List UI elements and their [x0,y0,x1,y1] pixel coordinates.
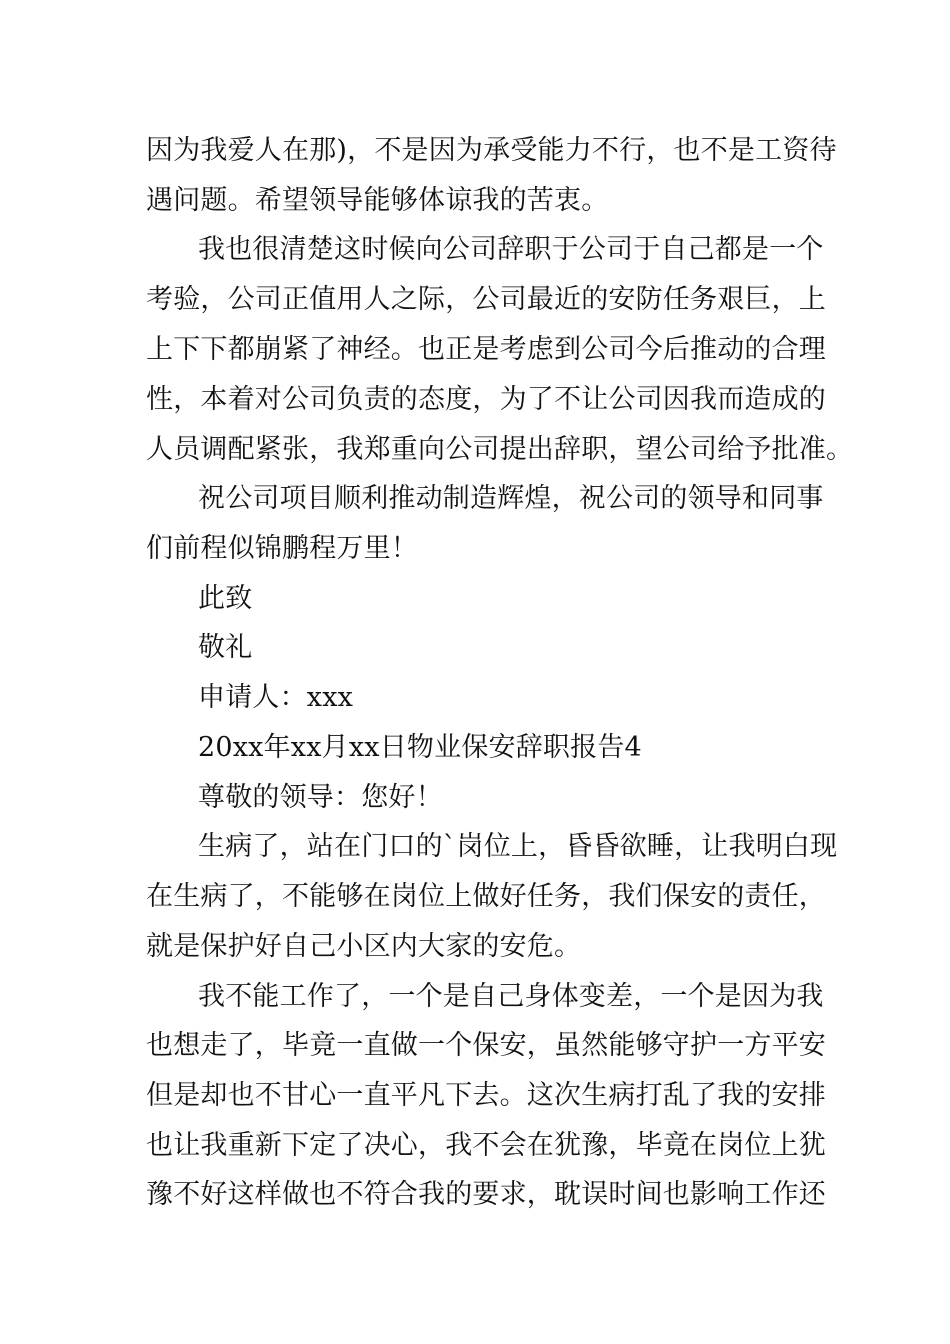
text-line-8: 祝公司项目顺利推动制造辉煌，祝公司的领导和同事 [198,483,824,514]
date-title-line: 20xx年xx月xx日物业保安辞职报告4 [198,732,642,763]
text-line-9: 们前程似锦鹏程万里！ [146,533,418,564]
text-line-6: 性，本着对公司负责的态度，为了不让公司因我而造成的 [146,384,826,415]
text-line-3: 我也很清楚这时候向公司辞职于公司于自己都是一个 [198,234,824,265]
text-line-22: 豫不好这样做也不符合我的要求，耽误时间也影响工作还 [146,1179,826,1210]
text-line-18: 我不能工作了，一个是自己身体变差，一个是因为我 [198,981,824,1012]
text-line-4: 考验，公司正值用人之际，公司最近的安防任务艰巨，上 [146,284,826,315]
text-line-17: 就是保护好自己小区内大家的安危。 [146,931,582,962]
text-line-1: 因为我爱人在那)，不是因为承受能力不行，也不是工资待 [146,135,837,166]
text-line-5: 上下下都崩紧了神经。也正是考虑到公司今后推动的合理 [146,334,826,365]
text-line-20: 但是却也不甘心一直平凡下去。这次生病打乱了我的安排 [146,1080,826,1111]
closing-line-2: 敬礼 [198,632,253,663]
applicant-line: 申请人：xxx [198,682,354,713]
text-line-19: 也想走了，毕竟一直做一个保安，虽然能够守护一方平安 [146,1030,826,1061]
text-line-21: 也让我重新下定了决心，我不会在犹豫，毕竟在岗位上犹 [146,1130,826,1161]
text-line-15: 生病了，站在门口的`岗位上，昏昏欲睡，让我明白现 [198,831,838,862]
text-line-2: 遇问题。希望领导能够体谅我的苦衷。 [146,185,609,216]
text-line-7: 人员调配紧张，我郑重向公司提出辞职，望公司给予批准。 [146,434,854,465]
text-line-16: 在生病了，不能够在岗位上做好任务，我们保安的责任， [146,881,826,912]
closing-line-1: 此致 [198,583,253,614]
salutation-line: 尊敬的领导：您好！ [198,782,443,813]
